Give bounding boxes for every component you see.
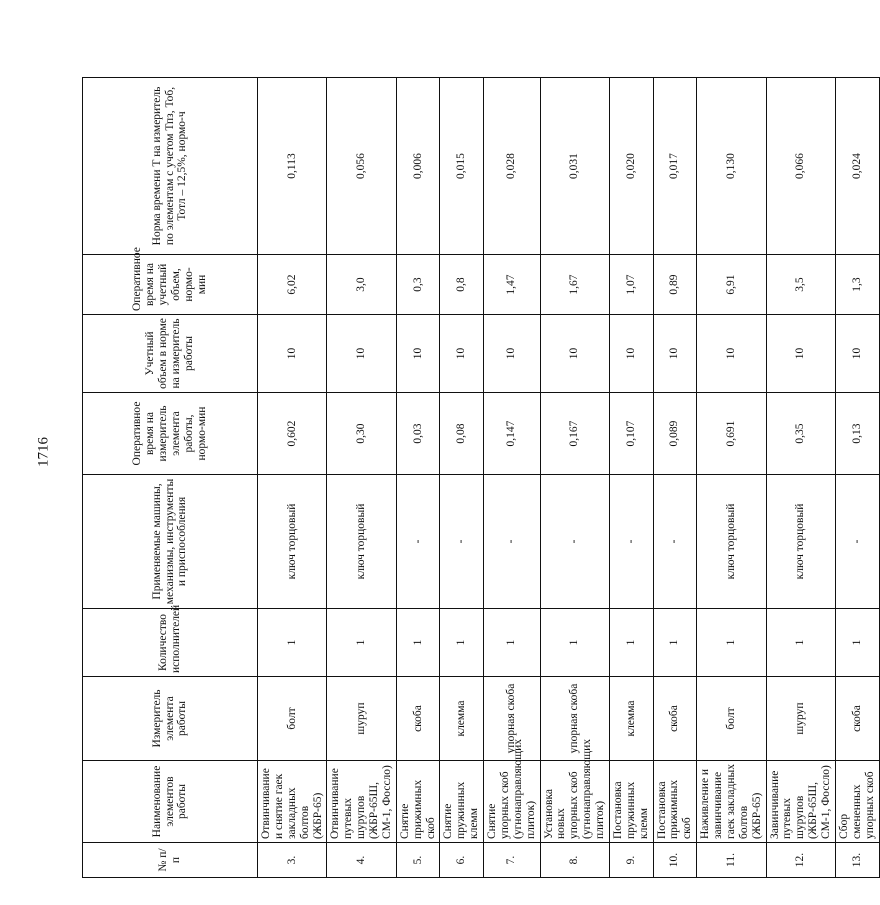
cell-meter: шуруп bbox=[766, 677, 835, 761]
cell-num: 4. bbox=[327, 843, 396, 878]
rotated-table-container bbox=[82, 78, 876, 878]
cell-volume: 10 bbox=[697, 315, 766, 393]
cell-op-time-elem: 0,167 bbox=[540, 393, 609, 475]
cell-op-time-elem: 0,30 bbox=[327, 393, 396, 475]
cell-num: 9. bbox=[609, 843, 653, 878]
header-tools: Применяемые машины, механизмы, инструменты и приспособления bbox=[83, 475, 258, 609]
cell-workers: 1 bbox=[609, 609, 653, 677]
cell-workers: 1 bbox=[697, 609, 766, 677]
cell-norm: 0,066 bbox=[766, 78, 835, 255]
page-number: 1716 bbox=[35, 437, 52, 467]
cell-volume: 10 bbox=[766, 315, 835, 393]
cell-norm: 0,024 bbox=[835, 78, 879, 255]
cell-norm: 0,031 bbox=[540, 78, 609, 255]
cell-meter: скоба bbox=[396, 677, 440, 761]
cell-tools: - bbox=[396, 475, 440, 609]
cell-meter: упорная скоба bbox=[484, 677, 541, 761]
cell-num: 12. bbox=[766, 843, 835, 878]
table-row bbox=[540, 78, 609, 878]
cell-op-time-vol: 1,67 bbox=[540, 255, 609, 315]
cell-tools: - bbox=[653, 475, 697, 609]
cell-norm: 0,056 bbox=[327, 78, 396, 255]
cell-op-time-elem: 0,107 bbox=[609, 393, 653, 475]
header-workers: Количество исполнителей bbox=[83, 609, 258, 677]
cell-workers: 1 bbox=[396, 609, 440, 677]
cell-name: Сбор смененных упорных скоб bbox=[835, 761, 879, 843]
cell-tools: - bbox=[609, 475, 653, 609]
cell-name: Снятие пружинных клемм bbox=[440, 761, 484, 843]
table-row bbox=[609, 78, 653, 878]
cell-name: Снятие прижимных скоб bbox=[396, 761, 440, 843]
cell-tools: ключ торцовый bbox=[327, 475, 396, 609]
cell-tools: ключ торцовый bbox=[697, 475, 766, 609]
cell-op-time-vol: 0,3 bbox=[396, 255, 440, 315]
cell-op-time-elem: 0,35 bbox=[766, 393, 835, 475]
cell-volume: 10 bbox=[835, 315, 879, 393]
cell-workers: 1 bbox=[540, 609, 609, 677]
cell-workers: 1 bbox=[484, 609, 541, 677]
cell-op-time-elem: 0,089 bbox=[653, 393, 697, 475]
cell-name: Снятие упорных скоб (угнонаправляющих плиток) bbox=[484, 761, 541, 843]
cell-meter: клемма bbox=[440, 677, 484, 761]
cell-volume: 10 bbox=[653, 315, 697, 393]
header-norm: Норма времени Т на измеритель по элементам с учетом Тпз, Тоб, Тотл – 12,5%, нормо-ч bbox=[83, 78, 258, 255]
table-row bbox=[258, 78, 327, 878]
cell-op-time-elem: 0,691 bbox=[697, 393, 766, 475]
cell-op-time-vol: 1,3 bbox=[835, 255, 879, 315]
table-row bbox=[440, 78, 484, 878]
cell-workers: 1 bbox=[258, 609, 327, 677]
cell-workers: 1 bbox=[766, 609, 835, 677]
cell-volume: 10 bbox=[440, 315, 484, 393]
table-row bbox=[653, 78, 697, 878]
cell-norm: 0,015 bbox=[440, 78, 484, 255]
cell-volume: 10 bbox=[540, 315, 609, 393]
cell-num: 6. bbox=[440, 843, 484, 878]
cell-name: Отвинчивание и снятие гаек закладных болтов (ЖБР-65) bbox=[258, 761, 327, 843]
cell-op-time-vol: 3,5 bbox=[766, 255, 835, 315]
cell-name: Постановка пружинных клемм bbox=[609, 761, 653, 843]
cell-meter: скоба bbox=[653, 677, 697, 761]
cell-op-time-vol: 1,47 bbox=[484, 255, 541, 315]
header-num: № п/п bbox=[83, 843, 258, 878]
cell-name: Установка новых упорных скоб (угнонаправляющих плиток) bbox=[540, 761, 609, 843]
table-row bbox=[484, 78, 541, 878]
cell-tools: - bbox=[440, 475, 484, 609]
header-name: Наименование элементов работы bbox=[83, 761, 258, 843]
cell-norm: 0,017 bbox=[653, 78, 697, 255]
cell-workers: 1 bbox=[440, 609, 484, 677]
table-row bbox=[396, 78, 440, 878]
cell-volume: 10 bbox=[258, 315, 327, 393]
cell-num: 5. bbox=[396, 843, 440, 878]
cell-num: 13. bbox=[835, 843, 879, 878]
cell-volume: 10 bbox=[396, 315, 440, 393]
cell-num: 11. bbox=[697, 843, 766, 878]
cell-tools: - bbox=[540, 475, 609, 609]
cell-op-time-elem: 0,03 bbox=[396, 393, 440, 475]
table-body bbox=[258, 78, 880, 878]
cell-op-time-vol: 6,91 bbox=[697, 255, 766, 315]
cell-num: 7. bbox=[484, 843, 541, 878]
cell-num: 8. bbox=[540, 843, 609, 878]
cell-meter: шуруп bbox=[327, 677, 396, 761]
cell-norm: 0,006 bbox=[396, 78, 440, 255]
cell-op-time-elem: 0,602 bbox=[258, 393, 327, 475]
cell-num: 3. bbox=[258, 843, 327, 878]
header-meter: Измеритель элемента работы bbox=[83, 677, 258, 761]
header-op-time-vol: Оперативное время на учетный объем, нормо-мин bbox=[83, 255, 258, 315]
cell-norm: 0,020 bbox=[609, 78, 653, 255]
cell-meter: упорная скоба bbox=[540, 677, 609, 761]
cell-workers: 1 bbox=[327, 609, 396, 677]
cell-norm: 0,113 bbox=[258, 78, 327, 255]
header-row bbox=[83, 78, 258, 878]
table-row bbox=[327, 78, 396, 878]
header-volume: Учетный объем в норме на измеритель работы bbox=[83, 315, 258, 393]
norms-table bbox=[82, 77, 880, 878]
cell-op-time-vol: 1,07 bbox=[609, 255, 653, 315]
table-row bbox=[766, 78, 835, 878]
cell-volume: 10 bbox=[327, 315, 396, 393]
cell-op-time-elem: 0,147 bbox=[484, 393, 541, 475]
cell-name: Наживление и завинчивание гаек закладных болтов (ЖБР-65) bbox=[697, 761, 766, 843]
table-row bbox=[697, 78, 766, 878]
cell-op-time-elem: 0,13 bbox=[835, 393, 879, 475]
cell-volume: 10 bbox=[484, 315, 541, 393]
cell-num: 10. bbox=[653, 843, 697, 878]
header-op-time-elem: Оперативное время на измеритель элемента работы, нормо-мин bbox=[83, 393, 258, 475]
cell-op-time-vol: 3,0 bbox=[327, 255, 396, 315]
cell-name: Отвинчивание путевых шурупов (ЖБР-65Ш, СМ-1, Фоссло) bbox=[327, 761, 396, 843]
cell-meter: болт bbox=[258, 677, 327, 761]
cell-meter: скоба bbox=[835, 677, 879, 761]
cell-op-time-vol: 0,89 bbox=[653, 255, 697, 315]
cell-name: Завинчивание путевых шурупов (ЖБР-65Ш, СМ-1, Фоссло) bbox=[766, 761, 835, 843]
cell-meter: болт bbox=[697, 677, 766, 761]
cell-norm: 0,028 bbox=[484, 78, 541, 255]
cell-workers: 1 bbox=[835, 609, 879, 677]
cell-volume: 10 bbox=[609, 315, 653, 393]
cell-tools: ключ торцовый bbox=[766, 475, 835, 609]
cell-name: Постановка прижимных скоб bbox=[653, 761, 697, 843]
cell-op-time-vol: 6,02 bbox=[258, 255, 327, 315]
cell-tools: - bbox=[484, 475, 541, 609]
cell-norm: 0,130 bbox=[697, 78, 766, 255]
cell-op-time-elem: 0,08 bbox=[440, 393, 484, 475]
cell-tools: - bbox=[835, 475, 879, 609]
cell-op-time-vol: 0,8 bbox=[440, 255, 484, 315]
cell-tools: ключ торцовый bbox=[258, 475, 327, 609]
cell-meter: клемма bbox=[609, 677, 653, 761]
table-row bbox=[835, 78, 879, 878]
cell-workers: 1 bbox=[653, 609, 697, 677]
